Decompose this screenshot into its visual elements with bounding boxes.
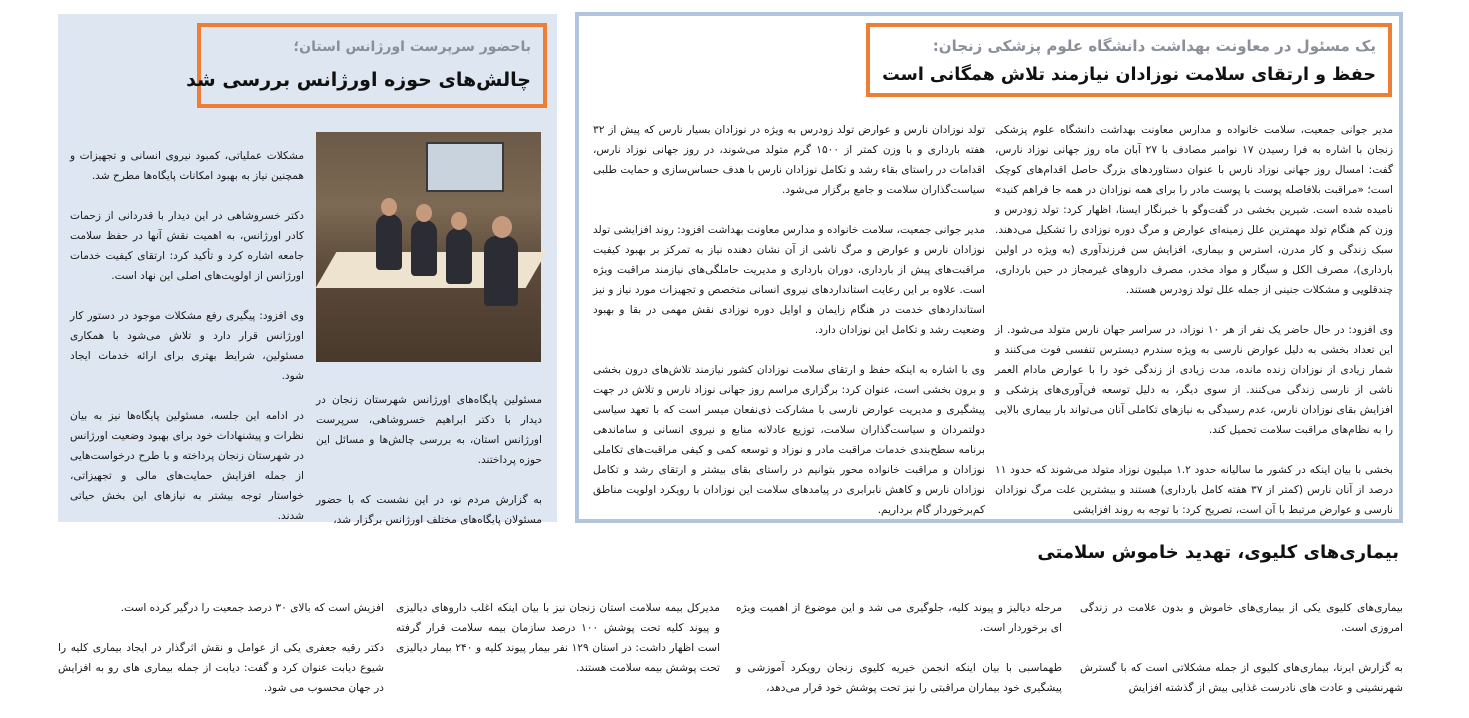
photo-person — [484, 236, 518, 306]
kidney-column-1 — [1080, 578, 1403, 718]
kidney-column-3 — [396, 578, 720, 698]
newborn-paragraph: بخشی با بیان اینکه در کشور ما سالیانه حدود ۱.۲ میلیون نوزاد متولد می‌شوند که حدود ۱۱ درصد از آنان نارس (کمتر از ۳۷ هفته کامل بارداری) هستند و بیشترین علت مرگ نوزادان نارسی و عوارض مرتبط با آن است، تصریح کرد: با توجه به روند افزایشی — [995, 464, 1394, 516]
newborn-title-frame — [866, 23, 1392, 97]
kidney-column-2 — [736, 578, 1062, 718]
newborn-paragraph: مدیر جوانی جمعیت، سلامت خانواده و مدارس معاونت بهداشت افزود: روند افزایشی تولد نوزادان نارس و عوارض و مرگ ناشی از آن نشان دهنده نیاز به تمرکز بر بهبود کیفیت مراقبت‌های پیش از بارداری، دوران بارداری و مدیریت حاملگی‌های نیازمند مراقبت ویژه است. علاوه بر این رعایت استانداردهای نیروی انسانی متخصص و تجهیزات مورد نیاز و نیز استانداردهای خدمت در هنگام زایمان و اوایل دوره نوزادی نقش مهمی در بقا و بهبود وضعیت رشد و تکامل این نوزادان دارد. — [593, 224, 985, 336]
kidney-column-4 — [58, 578, 384, 718]
newborn-paragraph: مدیر جوانی جمعیت، سلامت خانواده و مدارس معاونت بهداشت دانشگاه علوم پزشکی زنجان با اشاره به فرا رسیدن ۱۷ نوامبر مصادف با ۲۷ آبان ماه روز جهانی نوزاد نارس، گفت: امسال روز جهانی نوزاد نارس با عنوان دستاوردهای بزرگ حاصل اقدام‌های کوچک است؛ «مراقبت بلافاصله پوست با پوست مادر را برای همه نوزادان در همه جا فراهم کنید» نامیده شده است. شیرین بخشی در گفت‌وگو با خبرنگار ایسنا، اظهار کرد: تولد زودرس و وزن کم هنگام تولد مهمترین علل زمینه‌ای عوارض و مرگ دوره نوزادی را تشکیل می‌دهند. سبک زندگی و کار مدرن، استرس و بیماری، افزایش سن فرزندآوری (به ویژه در اولین بارداری)، مصرف الکل و سیگار و مواد مخدر، مصرف داروهای غیرمجاز در حین بارداری، چندقلویی و مشکلات جنینی از جمله علل تولد زودرس هستند. — [995, 124, 1393, 296]
kidney-paragraph: بیماری‌های کلیوی یکی از بیماری‌های خاموش و بدون علامت در زندگی امروزی است. — [1080, 602, 1403, 634]
newborn-headline: حفظ و ارتقای سلامت نوزادان نیازمند تلاش همگانی است — [882, 65, 1376, 85]
emergency-paragraph: دکتر خسروشاهی در این دیدار با قدردانی از زحمات کادر اورژانس، به اهمیت نقش آنها در حفظ سلامت جامعه اشاره کرد و تأکید کرد: ارتقای کیفیت خدمات اورژانس از اولویت‌های اصلی این نهاد است. — [70, 210, 304, 282]
kidney-paragraph: مرحله دیالیز و پیوند کلیه، جلوگیری می شد و این موضوع از اهمیت ویژه ای برخوردار است. — [736, 602, 1062, 634]
newborn-paragraph: وی افزود: در حال حاضر یک نفر از هر ۱۰ نوزاد، در سراسر جهان نارس متولد می‌شود. از این تعداد بخشی به دلیل عوارض نارسی به ویژه سندرم دیسترس تنفسی فوت می‌کنند و شمار زیادی از نوزادان زنده مانده، مدت زیادی از زندگی خود را با عوارض مادام العمر ناشی از نارسی زندگی می‌کنند. از سوی دیگر، به دلیل توسعه فن‌آوری‌های پزشکی و افزایش بقای نوزادان نارس، عدم رسیدگی به نیازهای تکاملی آنان می‌تواند بار بیماری بالایی را به نظام‌های مراقبت سلامت تحمیل کند. — [995, 324, 1393, 436]
newborn-article-box — [575, 12, 1403, 523]
kidney-paragraph: مدیرکل بیمه سلامت استان زنجان نیز با بیان اینکه اغلب داروهای دیالیزی و پیوند کلیه تحت پوشش ۱۰۰ درصد سازمان بیمه سلامت قرار گرفته است اظهار داشت: در استان ۱۲۹ نفر بیمار پیوند کلیه و ۲۴۰ بیمار دیالیزی تحت پوشش بیمه سلامت هستند. — [396, 602, 721, 674]
photo-person-head — [492, 216, 512, 238]
kidney-paragraph: طهماسبی با بیان اینکه انجمن خیریه کلیوی زنجان رویکرد آموزشی و پیشگیری خود بیماران مراقبتی را نیز تحت پوشش خود قرار می‌دهد، — [736, 662, 1062, 694]
emergency-column-b — [70, 126, 304, 546]
emergency-column-a — [316, 370, 542, 550]
photo-person-head — [381, 198, 397, 216]
emergency-paragraph: مسئولین پایگاه‌های اورژانس شهرستان زنجان در دیدار با دکتر ابراهیم خسروشاهی، سرپرست اورژانس استان، به بررسی چالش‌ها و مسائل این حوزه پرداختند. — [316, 394, 542, 466]
kidney-paragraph: افزیش است که بالای ۳۰ درصد جمعیت را درگیر کرده است. — [120, 602, 384, 614]
kidney-paragraph: به گزارش ایرنا، بیماری‌های کلیوی از جمله مشکلاتی است که با گسترش شهرنشینی و عادت های نادرست غذایی بیش از گذشته افزایش — [1080, 662, 1403, 694]
newborn-column-a — [995, 100, 1393, 540]
emergency-paragraph: در ادامه این جلسه، مسئولین پایگاه‌ها نیز به بیان نظرات و پیشنهادات خود برای بهبود وضعیت اورژانس در شهرستان زنجان پرداخته و با طرح درخواست‌هایی از جمله افزایش حمایت‌های مالی و تجهیزاتی، خواستار توجه بیشتر به نیازهای این بخش حیاتی شدند. — [70, 410, 304, 522]
projector-screen — [426, 142, 504, 192]
newborn-column-b — [593, 100, 985, 540]
emergency-headline: چالش‌های حوزه اورژانس بررسی شد — [186, 69, 531, 91]
emergency-paragraph: وی افزود: پیگیری رفع مشکلات موجود در دستور کار اورژانس قرار دارد و تلاش می‌شود با همکاری مسئولین، شرایط بهتری برای ارائه خدمات ایجاد شود. — [70, 310, 304, 382]
photo-person — [446, 228, 472, 284]
emergency-article-box — [58, 14, 557, 526]
newborn-kicker: یک مسئول در معاونت بهداشت دانشگاه علوم پزشکی زنجان: — [932, 37, 1376, 55]
meeting-photo — [316, 132, 541, 362]
emergency-paragraph: به گزارش مردم نو، در این نشست که با حضور مسئولان پایگاه‌های مختلف اورژانس برگزار شد، — [316, 494, 542, 526]
newborn-paragraph: وی با اشاره به اینکه حفظ و ارتقای سلامت نوزادان کشور نیازمند تلاش‌های درون بخشی و برون بخشی است، عنوان کرد: برگزاری مراسم روز جهانی نوزاد نارس و تلاش در جهت پیشگیری و مدیریت عوارض نارسی با مشارکت ذی‌نفعان میسر است که با تعهد سیاسی دولتمردان و سیاست‌گذاران سلامت، توزیع عادلانه منابع و نیروی انسانی و ساماندهی برنامه سطح‌بندی خدمات مراقبت مادر و نوزاد و توسعه کمی و کیفی مراقبت‌های تکاملی نوزادان و مراقبت خانواده محور بتوانیم در راستای بقای بیشتر و ارتقای رشد و تکامل نوزادان نارس و کاهش نابرابری در پیامدهای سلامت این نوزادان با رویکرد اولویت مناطق کم‌برخوردار گام برداریم. — [593, 364, 985, 516]
newborn-paragraph: تولد نوزادان نارس و عوارض تولد زودرس به ویژه در نوزادان بسیار نارس که پیش از ۳۲ هفته بارداری و با وزن کمتر از ۱۵۰۰ گرم متولد می‌شوند، در روز جهانی نوزاد نارس، اقدامات در راستای بقاء رشد و تکامل نوزادان نارس با هدف حساس‌سازی و حمایت طلبی سیاست‌گذاران سلامت و جامع برگزار می‌شود. — [593, 124, 986, 196]
emergency-kicker: باحضور سرپرست اورژانس استان؛ — [293, 39, 531, 55]
photo-person — [376, 214, 402, 270]
photo-person-head — [451, 212, 467, 230]
emergency-paragraph: مشکلات عملیاتی، کمبود نیروی انسانی و تجهیزات و همچنین نیاز به بهبود امکانات پایگاه‌ها مطرح شد. — [70, 150, 304, 182]
photo-person — [411, 220, 437, 276]
photo-person-head — [416, 204, 432, 222]
kidney-paragraph: دکتر رقیه جعفری یکی از عوامل و نقش اثرگذار در ایجاد بیماری کلیه را شیوع دیابت عنوان کرد و گفت: دیابت از جمله بیماری های رو به افزایش در جهان محسوب می شود. — [58, 642, 384, 694]
kidney-headline: بیماری‌های کلیوی، تهدید خاموش سلامتی — [1037, 542, 1399, 563]
emergency-title-frame — [186, 23, 547, 108]
